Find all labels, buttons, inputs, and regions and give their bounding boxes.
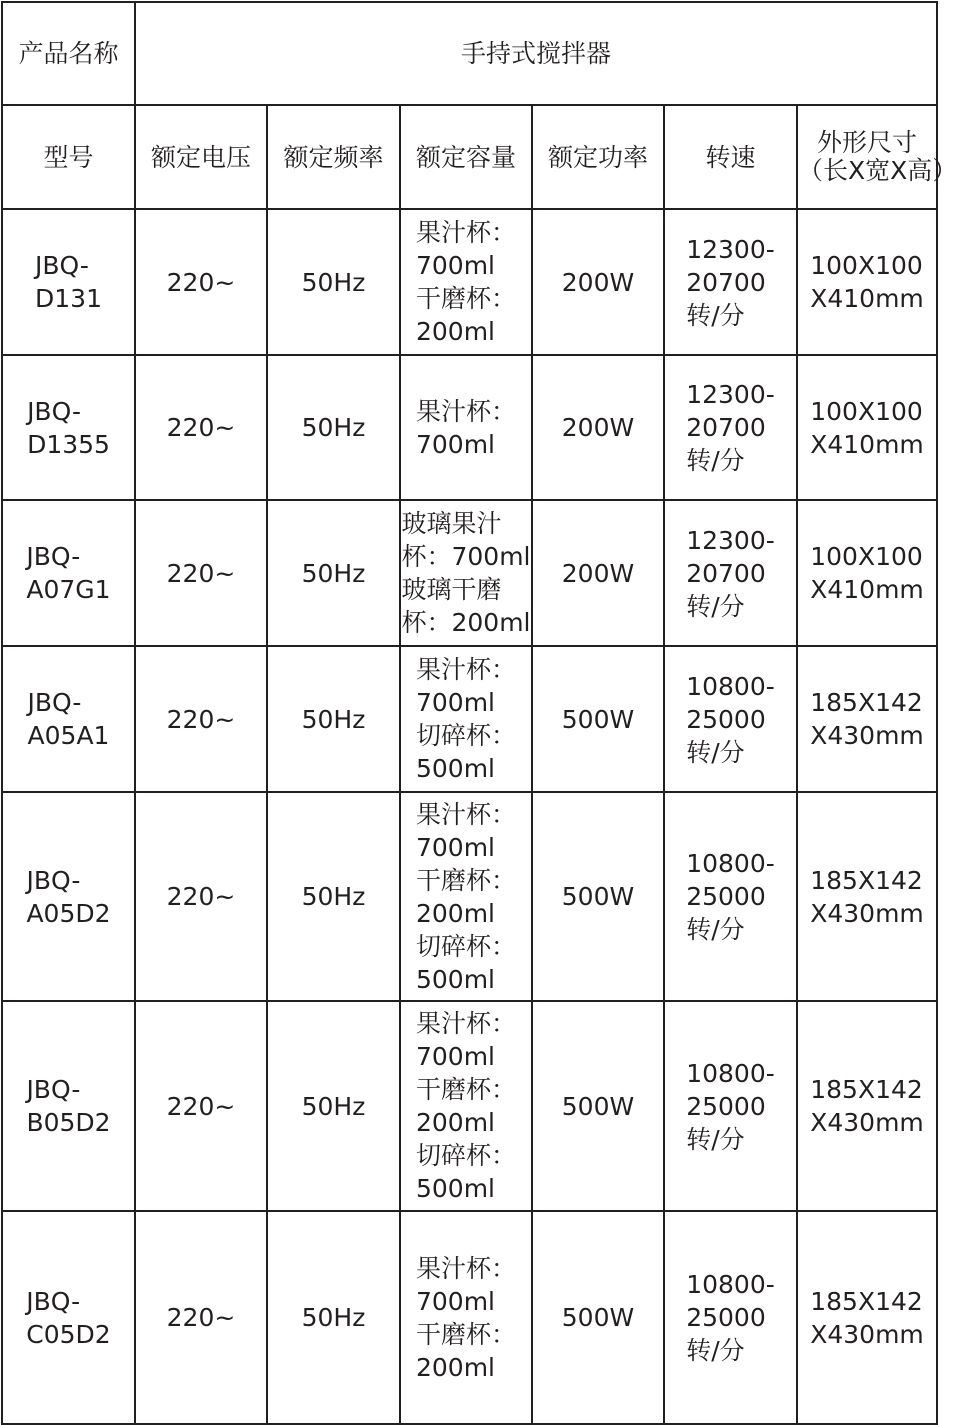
- capacity-cell-line: 切碎杯：: [415, 1141, 516, 1170]
- capacity-cell-line: 500ml: [415, 964, 496, 994]
- dimensions-cell: [797, 209, 937, 355]
- dimensions-cell: [797, 355, 937, 500]
- capacity-cell-line: 200ml: [415, 1108, 496, 1137]
- speed-cell-line: 10800-: [686, 1058, 775, 1088]
- capacity-cell-line: 干磨杯：: [415, 1319, 516, 1349]
- capacity-cell-line: 700ml: [415, 429, 496, 459]
- model-cell-line: D1355: [27, 429, 110, 459]
- dimensions-cell: [797, 792, 937, 1001]
- dimensions-cell-line: X430mm: [810, 898, 924, 928]
- power-cell: 200W: [532, 209, 664, 355]
- dimensions-cell-line: 185X142: [810, 1075, 923, 1104]
- dimensions-cell: [797, 500, 937, 646]
- dimensions-cell-line: X430mm: [810, 1108, 924, 1137]
- capacity-cell-line: 切碎杯：: [415, 721, 516, 750]
- capacity-cell-line: 果汁杯：: [415, 396, 516, 426]
- capacity-cell-line: 果汁杯：: [415, 1009, 516, 1038]
- model-cell-line: C05D2: [26, 1319, 111, 1349]
- dimensions-cell-line: 100X100: [810, 396, 923, 426]
- table-row: [2, 1001, 937, 1211]
- capacity-cell-line: 700ml: [415, 251, 496, 280]
- dimensions-cell-line: X430mm: [810, 721, 924, 750]
- capacity-cell-line: 干磨杯：: [415, 865, 516, 895]
- speed-cell-line: 转/分: [686, 1124, 745, 1154]
- voltage-cell: 220~: [135, 792, 267, 1001]
- speed-cell: [664, 1001, 797, 1211]
- dimensions-cell: [797, 1001, 937, 1211]
- speed-cell-line: 10800-: [686, 849, 775, 878]
- speed-cell: [664, 1211, 797, 1424]
- capacity-cell-line: 干磨杯：: [415, 1075, 516, 1104]
- voltage-cell: 220~: [135, 646, 267, 792]
- capacity-cell-line: 玻璃果汁: [401, 509, 502, 538]
- capacity-cell-line: 果汁杯：: [415, 218, 516, 247]
- model-cell-line: JBQ-: [35, 251, 89, 280]
- model-cell: [2, 1211, 135, 1424]
- capacity-cell-line: 杯：700ml: [401, 542, 531, 571]
- voltage-cell: 220~: [135, 355, 267, 500]
- model-cell-line: JBQ-: [27, 688, 82, 717]
- table-row: [2, 500, 937, 646]
- capacity-cell: [400, 500, 532, 646]
- speed-cell: [664, 355, 797, 500]
- capacity-cell-line: 700ml: [415, 832, 496, 862]
- speed-cell: [664, 792, 797, 1001]
- table-row: [2, 792, 937, 1001]
- table-row: [2, 355, 937, 500]
- capacity-cell-line: 500ml: [415, 754, 496, 783]
- frequency-cell: 50Hz: [267, 1211, 400, 1424]
- speed-cell-line: 20700: [686, 413, 766, 442]
- header-rated-power: 额定功率: [532, 105, 664, 209]
- capacity-cell-line: 700ml: [415, 1286, 496, 1316]
- capacity-cell-line: 果汁杯：: [415, 655, 516, 684]
- header-rated-frequency: 额定频率: [267, 105, 400, 209]
- frequency-cell: 50Hz: [267, 646, 400, 792]
- capacity-cell: [400, 1001, 532, 1211]
- header-speed: 转速: [664, 105, 797, 209]
- model-cell-line: JBQ-: [26, 1286, 81, 1316]
- power-cell: 500W: [532, 646, 664, 792]
- capacity-cell-line: 200ml: [415, 1352, 496, 1382]
- capacity-cell: [400, 355, 532, 500]
- speed-cell-line: 20700: [686, 558, 766, 588]
- capacity-cell-line: 玻璃干磨: [401, 575, 502, 604]
- frequency-cell: 50Hz: [267, 355, 400, 500]
- speed-cell-line: 转/分: [686, 591, 745, 621]
- voltage-cell: 220~: [135, 209, 267, 355]
- model-cell-line: JBQ-: [26, 542, 81, 571]
- dimensions-cell-line: X410mm: [810, 284, 924, 313]
- capacity-cell: [400, 1211, 532, 1424]
- model-cell: [2, 792, 135, 1001]
- header-dimensions: [797, 105, 957, 209]
- dimensions-cell-line: 100X100: [810, 542, 923, 571]
- speed-cell-line: 25000: [686, 1303, 766, 1332]
- model-cell: [2, 355, 135, 500]
- speed-cell-line: 25000: [686, 1091, 766, 1121]
- title-row: [2, 2, 937, 105]
- speed-cell: [664, 500, 797, 646]
- model-cell-line: JBQ-: [26, 1075, 81, 1104]
- model-cell-line: A05D2: [26, 898, 111, 928]
- speed-cell-line: 转/分: [686, 915, 745, 944]
- capacity-cell-line: 杯：200ml: [401, 608, 531, 637]
- dimensions-cell: [797, 646, 937, 792]
- model-cell-line: A05A1: [27, 721, 110, 750]
- speed-cell-line: 转/分: [686, 1336, 745, 1365]
- speed-cell-line: 12300-: [686, 525, 775, 555]
- power-cell: 200W: [532, 355, 664, 500]
- speed-cell-line: 12300-: [686, 234, 775, 264]
- speed-cell-line: 25000: [686, 882, 766, 911]
- spec-table: [1, 1, 957, 1425]
- dimensions-cell: [797, 1211, 937, 1424]
- dimensions-cell-line: 100X100: [810, 251, 923, 280]
- model-cell-line: D131: [35, 284, 102, 313]
- dimensions-cell-line: X410mm: [810, 575, 924, 604]
- speed-cell-line: 转/分: [686, 446, 745, 475]
- header-rated-capacity: 额定容量: [400, 105, 532, 209]
- speed-cell-line: 转/分: [686, 300, 745, 330]
- data-rows: [2, 209, 937, 1424]
- model-cell: [2, 1001, 135, 1211]
- model-cell-line: A07G1: [26, 575, 111, 604]
- capacity-cell-line: 切碎杯：: [415, 931, 516, 961]
- speed-cell-line: 转/分: [686, 737, 745, 767]
- capacity-cell: [400, 209, 532, 355]
- product-name-label: 产品名称: [2, 2, 135, 105]
- dimensions-cell-line: X410mm: [810, 429, 924, 459]
- header-model: 型号: [2, 105, 135, 209]
- frequency-cell: 50Hz: [267, 1001, 400, 1211]
- capacity-cell-line: 700ml: [415, 1042, 496, 1071]
- header-dimensions-line: 外形尺寸: [817, 128, 918, 157]
- frequency-cell: 50Hz: [267, 792, 400, 1001]
- table-row: [2, 1211, 937, 1424]
- power-cell: 500W: [532, 792, 664, 1001]
- speed-cell-line: 10800-: [686, 1270, 775, 1299]
- product-name-value: 手持式搅拌器: [135, 2, 937, 105]
- dimensions-cell-line: 185X142: [810, 1286, 923, 1316]
- header-dimensions-line: （长X宽X高）: [798, 156, 957, 185]
- voltage-cell: 220~: [135, 500, 267, 646]
- speed-cell-line: 20700: [686, 267, 766, 297]
- capacity-cell-line: 200ml: [415, 898, 496, 928]
- capacity-cell-line: 果汁杯：: [415, 1253, 516, 1283]
- voltage-cell: 220~: [135, 1001, 267, 1211]
- model-cell-line: B05D2: [26, 1108, 111, 1137]
- model-cell-line: JBQ-: [26, 865, 81, 895]
- dimensions-cell-line: 185X142: [810, 688, 923, 717]
- capacity-cell-line: 果汁杯：: [415, 799, 516, 829]
- model-cell: [2, 209, 135, 355]
- speed-cell: [664, 209, 797, 355]
- capacity-cell-line: 700ml: [415, 688, 496, 717]
- dimensions-cell-line: 185X142: [810, 865, 923, 895]
- power-cell: 500W: [532, 1001, 664, 1211]
- capacity-cell-line: 200ml: [415, 317, 496, 346]
- model-cell-line: JBQ-: [27, 396, 81, 426]
- power-cell: 200W: [532, 500, 664, 646]
- frequency-cell: 50Hz: [267, 500, 400, 646]
- speed-cell-line: 25000: [686, 704, 766, 734]
- speed-cell: [664, 646, 797, 792]
- speed-cell-line: 10800-: [686, 671, 775, 701]
- table-row: [2, 209, 937, 355]
- header-rated-voltage: 额定电压: [135, 105, 267, 209]
- speed-cell-line: 12300-: [686, 380, 775, 409]
- capacity-cell-line: 干磨杯：: [415, 284, 516, 313]
- capacity-cell: [400, 646, 532, 792]
- dimensions-cell-line: X430mm: [810, 1319, 924, 1349]
- model-cell: [2, 646, 135, 792]
- header-row: [2, 105, 937, 209]
- power-cell: 500W: [532, 1211, 664, 1424]
- capacity-cell-line: 500ml: [415, 1174, 496, 1203]
- voltage-cell: 220~: [135, 1211, 267, 1424]
- table-row: [2, 646, 937, 792]
- model-cell: [2, 500, 135, 646]
- capacity-cell: [400, 792, 532, 1001]
- frequency-cell: 50Hz: [267, 209, 400, 355]
